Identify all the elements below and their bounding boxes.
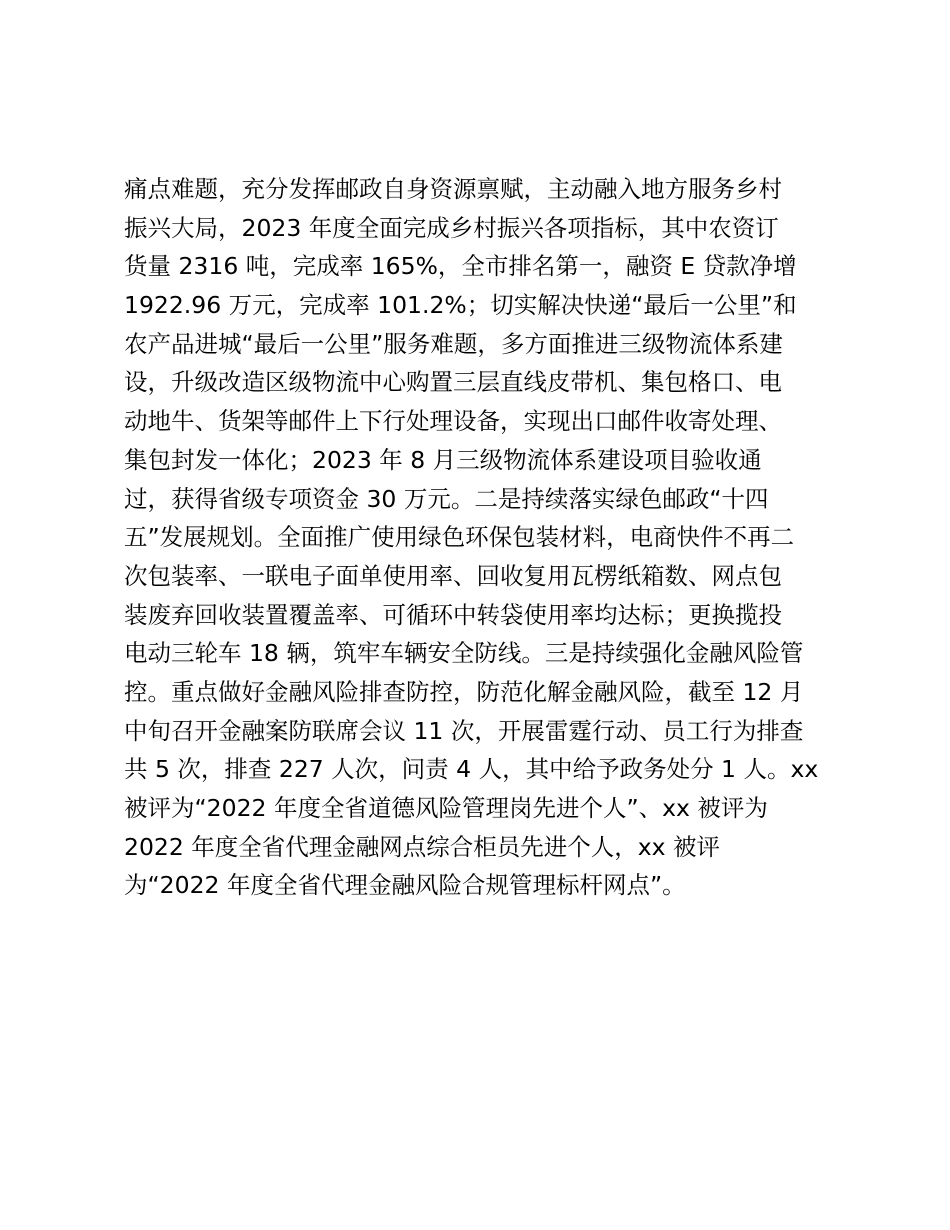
text-line: 2022 年度全省代理金融网点综合柜员先进个人，xx 被评	[124, 832, 721, 861]
text-line: 动地牛、货架等邮件上下行处理设备，实现出口邮件收寄处理、	[124, 407, 782, 436]
text-line: 痛点难题，充分发挥邮政自身资源禀赋，主动融入地方服务乡村	[124, 175, 782, 203]
text-line: 中旬召开金融案防联席会议 11 次，开展雷霆行动、员工行为排查	[124, 716, 804, 745]
text-line: 集包封发一体化；2023 年 8 月三级物流体系建设项目验收通	[124, 445, 762, 474]
text-line: 过，获得省级专项资金 30 万元。二是持续落实绿色邮政“十四	[124, 484, 769, 513]
text-line: 货量 2316 吨，完成率 165%，全市排名第一，融资 E 贷款净增	[124, 252, 797, 281]
text-line: 五”发展规划。全面推广使用绿色环保包装材料，电商快件不再二	[124, 523, 795, 552]
text-line: 设，升级改造区级物流中心购置三层直线皮带机、集包格口、电	[124, 368, 782, 397]
text-line: 为“2022 年度全省代理金融风险合规管理标杆网点”。	[124, 871, 686, 900]
text-line: 装废弃回收装置覆盖率、可循环中转袋使用率均达标；更换揽投	[124, 600, 782, 629]
text-line: 1922.96 万元，完成率 101.2%；切实解决快递“最后一公里”和	[124, 291, 797, 320]
text-line: 共 5 次，排查 227 人次，问责 4 人，其中给予政务处分 1 人。xx	[124, 755, 819, 784]
text-line: 次包装率、一联电子面单使用率、回收复用瓦楞纸箱数、网点包	[124, 561, 782, 590]
text-line: 振兴大局，2023 年度全面完成乡村振兴各项指标，其中农资订	[124, 213, 779, 242]
text-line: 被评为“2022 年度全省道德风险管理岗先进个人”、xx 被评为	[124, 794, 768, 822]
text-line: 农产品进城“最后一公里”服务难题，多方面推进三级物流体系建	[124, 329, 783, 358]
text-line: 控。重点做好金融风险排查防控，防范化解金融风险，截至 12 月	[124, 677, 804, 706]
body-paragraph	[124, 170, 844, 905]
text-line: 电动三轮车 18 辆，筑牢车辆安全防线。三是持续强化金融风险管	[124, 639, 804, 668]
